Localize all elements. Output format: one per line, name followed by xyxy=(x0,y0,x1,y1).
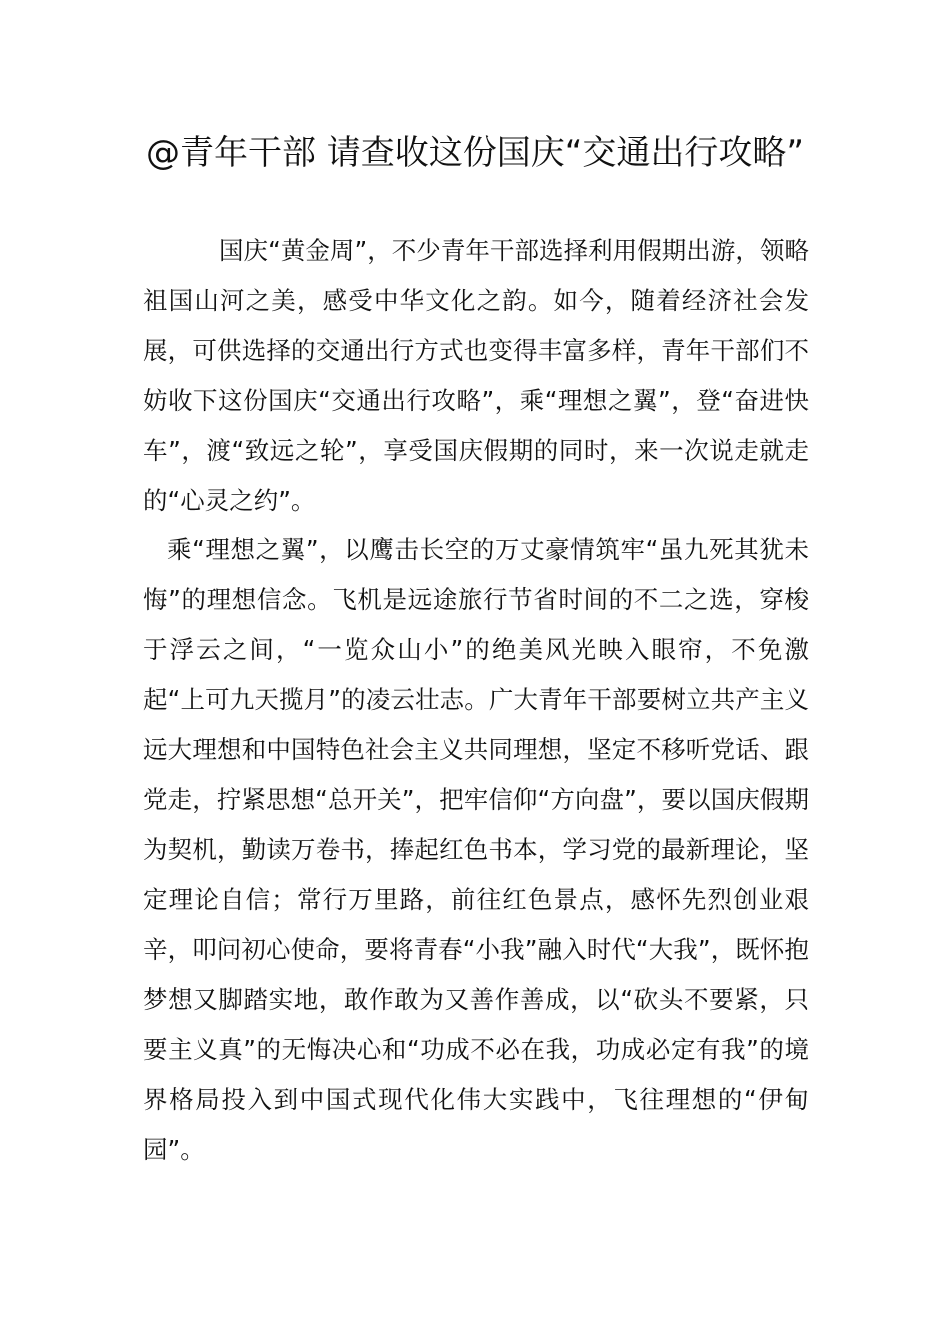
paragraph-intro: 国庆“黄金周”，不少青年干部选择利用假期出游，领略祖国山河之美，感受中华文化之韵。如今，随着经济社会发展，可供选择的交通出行方式也变得丰富多样，青年干部们不妨收下这份国庆“交通出行攻略”，乘“理想之翼”，登“奋进快车”，渡“致远之轮”，享受国庆假期的同时，来一次说走就走的“心灵之约”。 xyxy=(143,236,809,515)
document-title: @青年干部 请查收这份国庆“交通出行攻略” xyxy=(145,133,805,173)
paragraph-ideal-wings: 乘“理想之翼”，以鹰击长空的万丈豪情筑牢“虽九死其犹未悔”的理想信念。飞机是远途旅行节省时间的不二之选，穿梭于浮云之间，“一览众山小”的绝美风光映入眼帘，不免激起“上可九天揽月”的凌云壮志。广大青年干部要树立共产主义远大理想和中国特色社会主义共同理想，坚定不移听党话、跟党走，拧紧思想“总开关”，把牢信仰“方向盘”，要以国庆假期为契机，勤读万卷书，捧起红色书本，学习党的最新理论，坚定理论自信；常行万里路，前往红色景点，感怀先烈创业艰辛，叩问初心使命，要将青春“小我”融入时代“大我”，既怀抱梦想又脚踏实地，敢作敢为又善作善成，以“砍头不要紧，只要主义真”的无悔决心和“功成不必在我，功成必定有我”的境界格局投入到中国式现代化伟大实践中，飞往理想的“伊甸园”。 xyxy=(143,535,809,1164)
